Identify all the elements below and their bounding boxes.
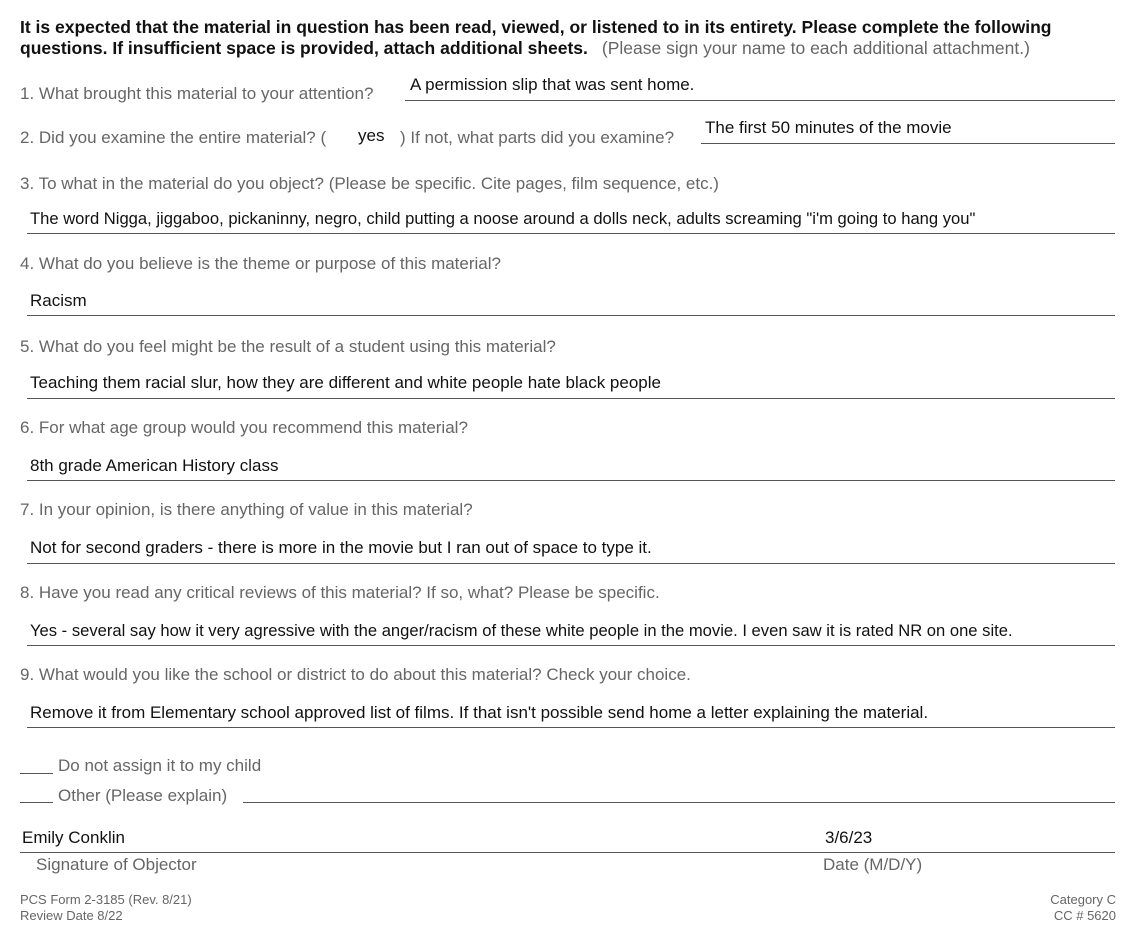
date-label: Date (M/D/Y) — [823, 855, 923, 874]
question-6: 6. For what age group would you recommend this material? — [20, 418, 468, 437]
answer-3-line — [27, 233, 1115, 234]
question-7: 7. In your opinion, is there anything of value in this material? — [20, 500, 473, 519]
question-9: 9. What would you like the school or district to do about this material? Check your choice. — [20, 665, 691, 684]
review-date: Review Date 8/22 — [20, 908, 123, 923]
answer-6-line — [27, 480, 1115, 481]
answer-3[interactable]: The word Nigga, jiggaboo, pickaninny, negro, child putting a noose around a dolls neck, adults screaming "i'm going to hang you" — [30, 209, 976, 228]
answer-9-line — [27, 727, 1115, 728]
instructions-text: It is expected that the material in question has been read, viewed, or listened to in its entirety. Please complete the following questions. If insufficient space is provided, attach additional sheets. — [20, 17, 1052, 58]
choice-1-blank[interactable] — [20, 773, 53, 774]
instructions-note: (Please sign your name to each additional attachment.) — [601, 38, 1030, 58]
answer-1-line — [405, 100, 1115, 101]
category: Category C — [1050, 892, 1116, 907]
answer-8-line — [27, 645, 1115, 646]
choice-1-label: Do not assign it to my child — [58, 756, 262, 775]
choice-2-label: Other (Please explain) — [58, 786, 228, 805]
answer-5-line — [27, 398, 1115, 399]
answer-1[interactable]: A permission slip that was sent home. — [410, 75, 695, 94]
footer-right — [1050, 892, 1116, 924]
answer-2[interactable]: The first 50 minutes of the movie — [705, 118, 952, 137]
answer-4-line — [27, 315, 1115, 316]
answer-4[interactable]: Racism — [30, 291, 87, 310]
question-5: 5. What do you feel might be the result of a student using this material? — [20, 337, 556, 356]
question-4: 4. What do you believe is the theme or purpose of this material? — [20, 254, 501, 273]
cc-number: CC # 5620 — [1053, 908, 1116, 923]
answer-9[interactable]: Remove it from Elementary school approved list of films. If that isn't possible send home a letter explaining the material. — [30, 703, 929, 722]
choice-2-blank[interactable] — [20, 802, 53, 803]
footer-left — [20, 892, 192, 924]
answer-7[interactable]: Not for second graders - there is more in the movie but I ran out of space to type it. — [30, 538, 652, 557]
choice-2-explain-line[interactable] — [243, 802, 1115, 803]
answer-7-line — [27, 563, 1115, 564]
signature-line — [20, 852, 1115, 853]
answer-2-line — [701, 143, 1115, 144]
signature-name[interactable]: Emily Conklin — [22, 828, 125, 847]
question-2-end: ) If not, what parts did you examine? — [400, 128, 675, 147]
answer-8[interactable]: Yes - several say how it very agressive with the anger/racism of these white people in the movie. I even saw it is rated NR on one site. — [30, 621, 1013, 640]
question-1: 1. What brought this material to your attention? — [20, 84, 374, 103]
answer-5[interactable]: Teaching them racial slur, how they are different and white people hate black people — [30, 373, 661, 392]
signature-date[interactable]: 3/6/23 — [825, 828, 873, 847]
answer-2-yes[interactable]: yes — [358, 126, 385, 145]
question-2-start: 2. Did you examine the entire material? ( — [20, 128, 327, 147]
form-number: PCS Form 2-3185 (Rev. 8/21) — [20, 892, 192, 907]
answer-6[interactable]: 8th grade American History class — [30, 456, 279, 475]
question-8: 8. Have you read any critical reviews of this material? If so, what? Please be specific. — [20, 583, 660, 602]
form-instructions — [20, 17, 1120, 59]
signature-label: Signature of Objector — [36, 855, 197, 874]
question-3: 3. To what in the material do you object? (Please be specific. Cite pages, film sequence, etc.) — [20, 174, 719, 193]
